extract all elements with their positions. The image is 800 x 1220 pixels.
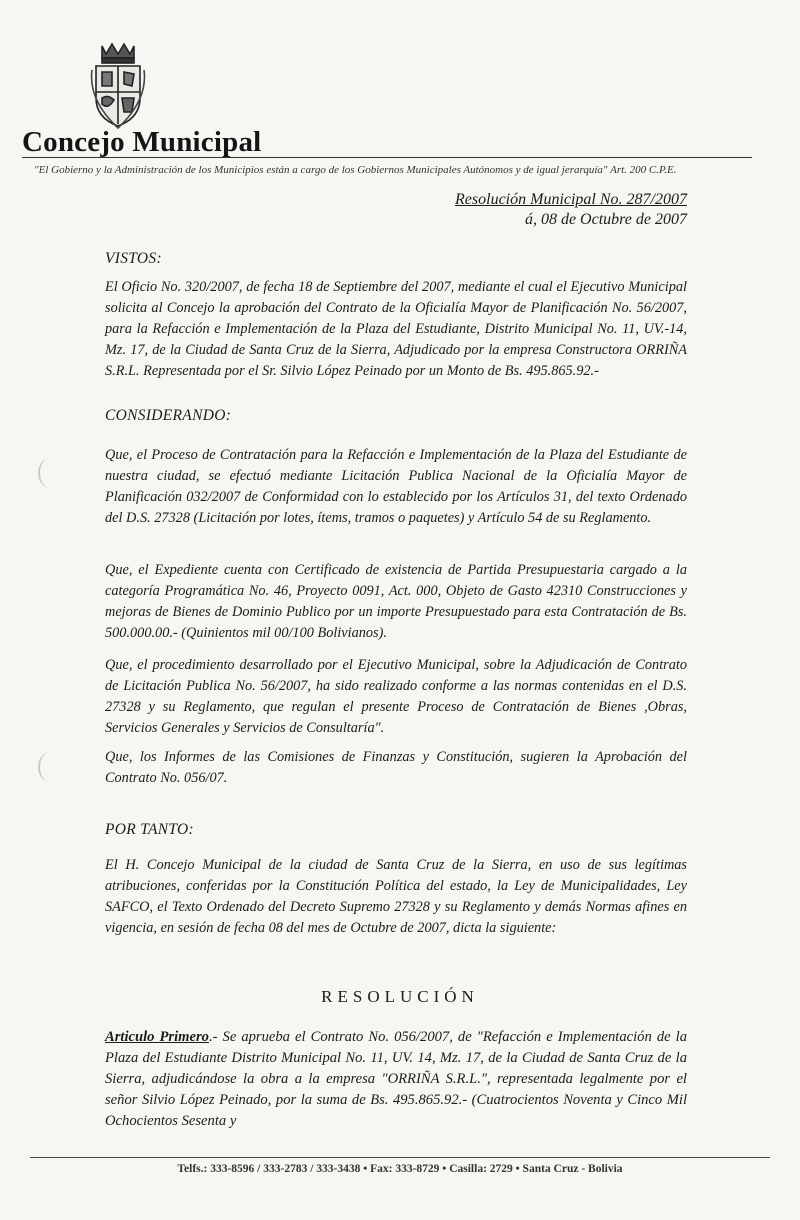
considerando-paragraph-4: Que, los Informes de las Comisiones de Finanzas y Constitución, sugieren la Aprobación del Contrato No. 056/07. [105, 749, 687, 786]
header-motto: "El Gobierno y la Administración de los Municipios están a cargo de los Gobiernos Municipales Autónomos y de igual jerarquía" Art. 200 C.P.E. [34, 164, 677, 176]
considerando-paragraph-3: Que, el procedimiento desarrollado por el Ejecutivo Municipal, sobre la Adjudicación de Contrato de Licitación Publica No. 56/2007, ha sido realizado conforme a las normas contenidas en el D.S. 27328 y su Reglamento, que regulan el presente Proceso de Contratación de Bienes ,Obras, Servicios Generales y Servicios de Consultaría". [105, 657, 687, 736]
header-divider [22, 157, 752, 158]
considerando-paragraph-2: Que, el Expediente cuenta con Certificado de existencia de Partida Presupuestaria cargado a la categoría Programática No. 46, Proyecto 0091, Act. 000, Objeto de Gasto 42310 Construcciones y mejoras de Bienes de Dominio Publico por un importe Presupuestado para esta Contratación de Bs. 500.000.00.- (Quinientos mil 00/100 Bolivianos). [105, 562, 687, 641]
resolution-number: Resolución Municipal No. 287/2007 [455, 191, 687, 208]
resolucion-title: RESOLUCIÓN [321, 987, 479, 1006]
resolution-date: á, 08 de Octubre de 2007 [524, 211, 687, 228]
considerando-paragraph-1: Que, el Proceso de Contratación para la Refacción e Implementación de la Plaza del Estudiante de nuestra ciudad, se efectuó mediante Licitación Publica Nacional de la Oficialía Mayor de Planificación 032/2007 de Conformidad con lo establecido por los Artículos 31, del texto Ordenado del D.S. 27328 (Licitación por lotes, ítems, tramos o paquetes) y Artículo 54 de su Reglamento. [105, 447, 687, 526]
article-first-text: .- Se aprueba el Contrato No. 056/2007, de "Refacción e Implementación de la Plaza del Estudiante Distrito Municipal No. 11, UV. 14, Mz. 17, de la Ciudad de Santa Cruz de la Sierra, adjudicándose la obra a la empresa "ORRIÑA S.R.L.", representada legalmente por el señor Silvio López Peinado, por la suma de Bs. 495.865.92.- (Cuatrocientos Noventa y Cinco Mil Ochocientos Sesenta y [105, 1029, 687, 1129]
portanto-paragraph: El H. Concejo Municipal de la ciudad de Santa Cruz de la Sierra, en uso de sus legítimas atribuciones, conferidas por la Constitución Política del estado, la Ley de Municipalidades, Ley SAFCO, el Texto Ordenado del Decreto Supremo 27328 y su Reglamento y demás Normas afines en vigencia, en sesión de fecha 08 del mes de Octubre de 2007, dicta la siguiente: [105, 857, 687, 936]
portanto-heading: POR TANTO: [105, 821, 194, 838]
article-first-paragraph [105, 1027, 687, 1132]
footer-contact: Telfs.: 333-8596 / 333-2783 / 333-3438 • Fax: 333-8729 • Casilla: 2729 • Santa Cruz - Bolivia [177, 1163, 623, 1175]
vistos-paragraph: El Oficio No. 320/2007, de fecha 18 de Septiembre del 2007, mediante el cual el Ejecutivo Municipal solicita al Concejo la aprobación del Contrato de la Oficialía Mayor de Planificación No. 56/2007, para la Refacción e Implementación de la Plaza del Estudiante, Distrito Municipal No. 11, UV.-14, Mz. 17, de la Ciudad de Santa Cruz de la Sierra, Adjudicado por la empresa Constructora ORRIÑA S.R.L. Representada por el Sr. Silvio López Peinado por un Monto de Bs. 495.865.92.- [105, 279, 687, 379]
considerando-heading: CONSIDERANDO: [105, 407, 232, 424]
article-first-label: Articulo Primero [105, 1029, 209, 1045]
organization-name: Concejo Municipal [22, 126, 262, 158]
municipal-crest-icon [88, 40, 148, 130]
footer-divider [30, 1157, 770, 1158]
binder-hole-mark [38, 458, 62, 488]
vistos-heading: VISTOS: [105, 250, 162, 267]
binder-hole-mark [38, 752, 62, 782]
